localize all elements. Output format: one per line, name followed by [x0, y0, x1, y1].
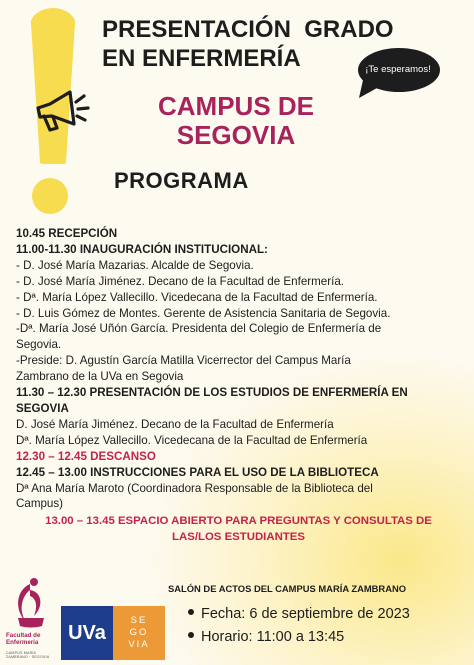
program-line: - D. José María Mazarias. Alcalde de Segovia. — [16, 258, 254, 272]
title-line-2: EN ENFERMERÍA — [102, 45, 301, 72]
faculty-line-2: Enfermería — [6, 639, 39, 646]
segovia-logo — [113, 606, 165, 660]
program-line: -Dª. María José Uñón García. Presidenta del Colegio de Enfermería de — [16, 322, 382, 336]
faculty-line-1: Facultad de — [6, 632, 41, 639]
program-line: SEGOVIA — [16, 401, 69, 415]
program-line: Zambrano de la UVa en Segovia — [16, 370, 184, 384]
time-line — [188, 629, 344, 645]
program-line: 10.45 RECEPCIÓN — [16, 227, 118, 240]
bullet-icon — [188, 609, 194, 615]
bullet-icon — [188, 632, 194, 638]
faculty-name — [6, 632, 58, 646]
date-line — [188, 606, 410, 622]
program-line: -Preside: D. Agustín García Matilla Vicerrector del Campus María — [16, 354, 351, 368]
program-line: Dª Ana María Maroto (Coordinadora Responsable de la Biblioteca del — [16, 481, 373, 495]
campus-line-1: CAMPUS DE — [157, 91, 314, 121]
venue-label: SALÓN DE ACTOS DEL CAMPUS MARÍA ZAMBRANO — [168, 583, 407, 594]
program-line: Dª. María López Vallecillo. Vicedecana de la Facultad de Enfermería — [16, 433, 368, 447]
program-line: Segovia. — [16, 338, 62, 352]
megaphone-icon — [30, 84, 94, 138]
faculty-subtitle: CAMPUS MARÍA ZAMBRANO · SEGOVIA — [6, 651, 50, 659]
program-line-break: 12.30 – 12.45 DESCANSO — [16, 449, 156, 463]
exclamation-dot-shape — [32, 178, 68, 214]
program-line: - D. José María Jiménez. Decano de la Facultad de Enfermería. — [16, 274, 344, 288]
date-text: Fecha: 6 de septiembre de 2023 — [201, 606, 410, 622]
time-text: Horario: 11:00 a 13:45 — [201, 629, 345, 645]
uva-logo: UVa — [61, 606, 113, 660]
campus-line-2: SEGOVIA — [176, 120, 296, 150]
page-title — [102, 15, 394, 73]
program-line: 11.30 – 12.30 PRESENTACIÓN DE LOS ESTUDIOS DE ENFERMERÍA EN — [16, 386, 408, 400]
program-line: 11.00-11.30 INAUGURACIÓN INSTITUCIONAL: — [16, 242, 268, 256]
program-line: D. José María Jiménez. Decano de la Facultad de Enfermería — [16, 417, 334, 431]
title-line-1: PRESENTACIÓN GRADO — [102, 16, 394, 43]
program-line: 12.45 – 13.00 INSTRUCCIONES PARA EL USO DE LA BIBLIOTECA — [16, 465, 379, 479]
program-list — [16, 226, 461, 546]
segovia-logo-line-3: VIA — [128, 639, 150, 650]
segovia-logo-line-1: SE — [130, 615, 148, 626]
faculty-logo — [8, 576, 54, 636]
programa-heading: PROGRAMA — [114, 168, 249, 193]
segovia-logo-line-2: GO — [129, 627, 149, 638]
program-line: - Dª. María López Vallecillo. Vicedecana de la Facultad de Enfermería. — [16, 290, 378, 304]
campus-heading — [100, 92, 372, 150]
program-line: Campus) — [16, 497, 64, 511]
program-line: - D. Luis Gómez de Montes. Gerente de Asistencia Sanitaria de Segovia. — [16, 306, 391, 320]
bubble-text: ¡Te esperamos! — [365, 64, 431, 75]
program-line-questions: 13.00 – 13.45 ESPACIO ABIERTO PARA PREGUNTAS Y CONSULTAS DE LAS/LOS ESTUDIANTES — [45, 515, 432, 544]
